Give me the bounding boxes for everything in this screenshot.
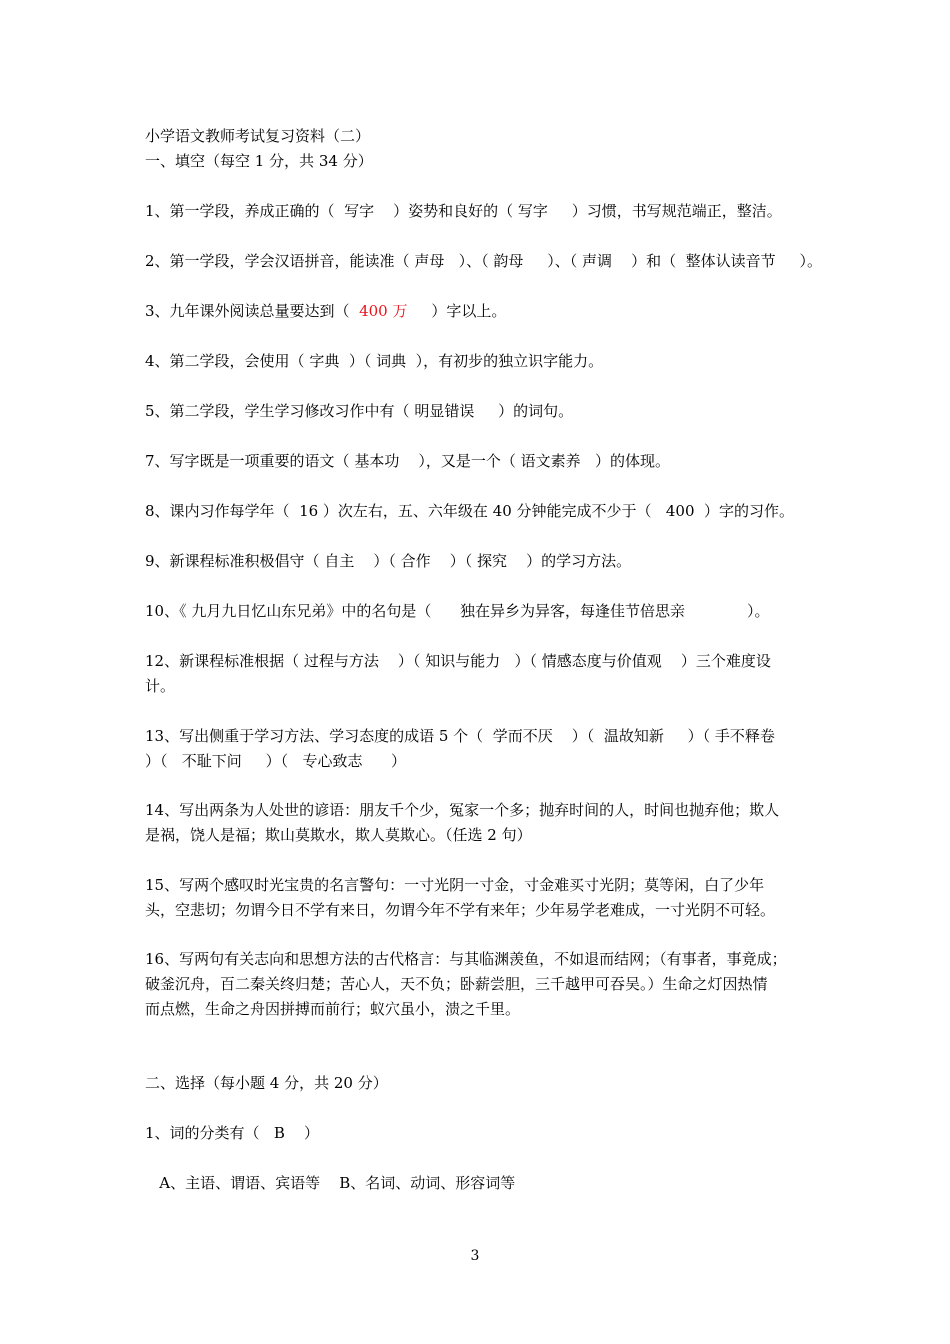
question-3-text: 3、九年课外阅读总量要达到（	[145, 302, 360, 320]
question-1: 1、第一学段，养成正确的（ 写字 ）姿势和良好的（ 写字 ）习惯，书写规范端正，整洁。	[145, 202, 782, 220]
section-heading-choice: 二、选择（每小题 4 分，共 20 分）	[145, 1074, 388, 1092]
question-12-line-2: 计。	[145, 677, 176, 695]
question-16-line-2: 破釜沉舟，百二秦关终归楚；苦心人，天不负；卧薪尝胆，三千越甲可吞吴。）生命之灯因热情	[145, 975, 768, 993]
page-number: 3	[470, 1248, 480, 1264]
question-8: 8、课内习作每学年（ 16 ）次左右，五、六年级在 40 分钟能完成不少于（ 400 ）字的习作。	[145, 502, 795, 520]
question-12-line-1: 12、新课程标准根据（ 过程与方法 ）（ 知识与能力 ）（ 情感态度与价值观 ）三个难度设	[145, 652, 771, 670]
question-10: 10、《 九月九日忆山东兄弟》中的名句是（ 独在异乡为异客，每逢佳节倍思亲 ）。	[145, 602, 770, 620]
question-13-line-2: ）（ 不耻下问 ）（ 专心致志 ）	[145, 752, 407, 770]
question-15-line-1: 15、写两个感叹时光宝贵的名言警句：一寸光阴一寸金，寸金难买寸光阴；莫等闲，白了少年	[145, 876, 765, 894]
question-14-line-1: 14、写出两条为人处世的谚语：朋友千个少，冤家一个多；抛弃时间的人，时间也抛弃他；欺人	[145, 801, 780, 819]
question-2: 2、第一学段，学会汉语拼音，能读准（ 声母 ）、（ 韵母 ）、（ 声调 ）和（ 整体认读音节 ）。	[145, 252, 822, 270]
choice-question-1: 1、词的分类有（ B ）	[145, 1124, 319, 1142]
question-4: 4、第二学段，会使用（ 字典 ）（ 词典 ），有初步的独立识字能力。	[145, 352, 604, 370]
question-16-line-3: 而点燃，生命之舟因拼搏而前行；蚁穴虽小，溃之千里。	[145, 1000, 521, 1018]
section-heading-fill-in: 一、填空（每空 1 分，共 34 分）	[145, 152, 373, 170]
question-15-line-2: 头，空悲切；勿谓今日不学有来日，勿谓今年不学有来年；少年易学老难成，一寸光阴不可轻。	[145, 901, 776, 919]
choice-question-1-options: A、主语、谓语、宾语等 B、名词、动词、形容词等	[145, 1174, 516, 1192]
question-9: 9、新课程标准积极倡守（ 自主 ）（ 合作 ）（ 探究 ）的学习方法。	[145, 552, 632, 570]
question-3-tail: ）字以上。	[407, 302, 507, 320]
question-3-answer: 400 万	[359, 302, 408, 320]
question-5: 5、第二学段，学生学习修改习作中有（ 明显错误 ）的词句。	[145, 402, 574, 420]
question-3	[145, 299, 825, 324]
question-7: 7、写字既是一项重要的语文（ 基本功 ），又是一个（ 语文素养 ）的体现。	[145, 452, 670, 470]
question-13-line-1: 13、写出侧重于学习方法、学习态度的成语 5 个（ 学而不厌 ）（ 温故知新 ）（ 手不释卷	[145, 727, 775, 745]
document-title: 小学语文教师考试复习资料（二）	[145, 127, 371, 145]
question-14-line-2: 是祸，饶人是福；欺山莫欺水，欺人莫欺心。（任选 2 句）	[145, 826, 532, 844]
question-16-line-1: 16、写两句有关志向和思想方法的古代格言：与其临渊羡鱼，不如退而结网；（有事者，事竟成；	[145, 950, 787, 968]
